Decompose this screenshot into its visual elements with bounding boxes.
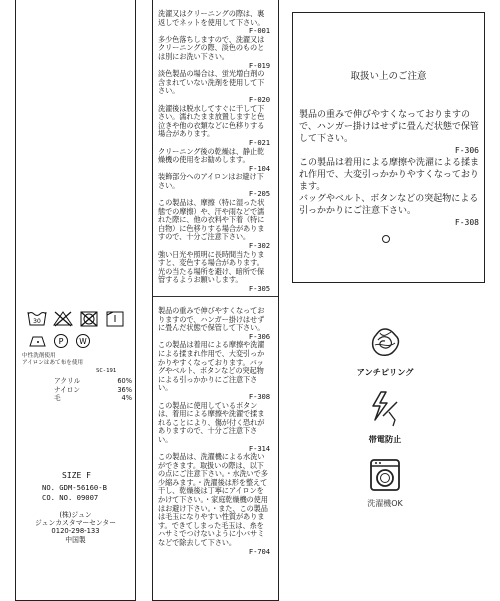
no-tumble-dry-icon bbox=[79, 310, 99, 327]
fiber-row bbox=[54, 386, 132, 395]
instruction-code: F-001 bbox=[248, 26, 270, 36]
svg-text:W: W bbox=[79, 337, 87, 346]
product-no: NO. GDM-56160-B bbox=[42, 483, 107, 492]
antistatic-label: 帯電防止 bbox=[368, 434, 402, 444]
instruction-text: 洗濯後は脱水してすぐに干して下さい。濡れたまま放置しますと色泣きや他の衣類などに色移りする場合があります。 bbox=[158, 103, 265, 139]
instruction-code: F-305 bbox=[248, 284, 270, 293]
instruction-item bbox=[158, 148, 270, 174]
color-no: CO. NO. 09007 bbox=[42, 493, 99, 502]
notice-paragraph: この製品は着用による摩擦や洗濯による揉まれ作用で、大変引っかかりやすくなっております。 bbox=[299, 158, 480, 192]
fiber-composition bbox=[54, 377, 132, 403]
handling-notice-box bbox=[292, 12, 485, 283]
notice-body bbox=[299, 109, 479, 229]
instruction-code: F-306 bbox=[248, 331, 270, 341]
antistatic-feature bbox=[345, 390, 425, 445]
line-dry-shade-icon bbox=[105, 310, 125, 327]
instruction-text: 装飾部分へのアイロンはお避け下さい。 bbox=[158, 172, 264, 190]
instruction-code: F-205 bbox=[248, 189, 270, 199]
instruction-item bbox=[158, 251, 270, 294]
instruction-item bbox=[158, 199, 270, 251]
legend-iron-cloth: アイロンはあて布を使用 bbox=[22, 360, 84, 366]
company-info bbox=[16, 511, 135, 544]
fiber-name: アクリル bbox=[54, 377, 81, 385]
anti-pilling-feature bbox=[345, 325, 425, 378]
wash-30-icon bbox=[27, 310, 47, 327]
care-icons-row-2 bbox=[27, 333, 127, 351]
fiber-percent: 36% bbox=[117, 385, 132, 394]
washing-machine-icon bbox=[368, 458, 402, 492]
instruction-item bbox=[158, 402, 270, 454]
instruction-text: 製品の重みで伸びやすくなっておりますので、ハンガー掛けはせずに畳んだ状態で保管して下さい。 bbox=[158, 306, 265, 333]
instruction-text: 強い日光や照明に長時間当たりますと、変色する場合があります。光の当たる場所を避け、暗所で保管するようお願いします。 bbox=[158, 249, 265, 285]
instruction-code: F-308 bbox=[248, 391, 270, 401]
instructions-column-a bbox=[158, 10, 270, 294]
phone-number: 0120-298-133 bbox=[51, 527, 100, 536]
customer-center: ジュンカスタマーセンター bbox=[34, 519, 117, 528]
no-bleach-icon bbox=[53, 310, 73, 327]
washable-feature bbox=[345, 458, 425, 509]
instruction-text: 淡色製品の場合は、蛍光増白剤の含まれていない洗剤を使用して下さい。 bbox=[158, 69, 265, 96]
wet-clean-w-icon bbox=[75, 333, 91, 349]
instruction-item bbox=[158, 36, 270, 70]
washable-label: 洗濯機OK bbox=[367, 499, 403, 508]
instruction-item bbox=[158, 105, 270, 148]
country-of-origin: 中国製 bbox=[65, 535, 86, 544]
instruction-item bbox=[158, 70, 270, 104]
notice-code: F-308 bbox=[454, 218, 479, 227]
circle-mark bbox=[382, 235, 390, 243]
instructions-column-b bbox=[158, 307, 270, 556]
notice-title: 取扱い上のご注意 bbox=[350, 71, 427, 82]
iron-low-icon bbox=[27, 333, 47, 349]
care-icons-row-1 bbox=[27, 310, 127, 328]
instruction-item bbox=[158, 307, 270, 341]
care-code: SC-191 bbox=[96, 368, 117, 374]
tag-divider bbox=[153, 296, 278, 297]
dry-clean-p-icon bbox=[53, 333, 69, 349]
notice-paragraph: 製品の重みで伸びやすくなっておりますので、ハンガー掛けはせずに畳んだ状態で保管して下さい。 bbox=[299, 110, 479, 144]
anti-pilling-icon bbox=[367, 325, 403, 361]
instruction-item bbox=[158, 10, 270, 36]
lightning-icon bbox=[367, 390, 403, 428]
care-label-tag bbox=[15, 0, 136, 601]
fiber-row bbox=[54, 377, 132, 386]
company-name: (株)ジュン bbox=[59, 511, 92, 519]
size-label: SIZE F bbox=[62, 471, 91, 480]
instruction-text: 多少色落ちしますので、洗濯又はクリーニングの際、淡色のものとは別にお洗い下さい。 bbox=[158, 34, 265, 61]
care-instructions-tag bbox=[152, 0, 279, 601]
notice-code: F-306 bbox=[454, 146, 479, 155]
instruction-text: この製品に使用しているボタンは、着用による摩擦や洗濯で揉まれることにより、傷が付く恐れがありますので、十分ご注意下さい。 bbox=[158, 400, 265, 444]
instruction-code: F-020 bbox=[248, 94, 270, 104]
instruction-text: この製品は、洗濯機による水洗いができます。取扱いの際は、以下の点にご注意下さい。・水洗いで多少縮みます。・洗濯後は形を整えて干し、乾燥後は丁寧にアイロンをかけて下さい。・家庭乾燥機の使用はお避け下さい。・また、この製品は毛玉になりやすい性質があります。できてしまった毛玉は、糸をハサミでつけないように小バサミなどで除去して下さい。 bbox=[158, 452, 268, 548]
notice-paragraph: バッグやベルト、ボタンなどの突起物による引っかかりにご注意下さい。 bbox=[299, 194, 479, 216]
instruction-text: この製品は、摩擦（特に湿った状態での摩擦）や、汗や雨などで濡れた際に、他の衣料や下着（特に白物）に色移りする場合がありますので、十分ご注意下さい。 bbox=[158, 198, 265, 242]
instruction-text: 洗濯又はクリーニングの際は、裏返しでネットを使用して下さい。 bbox=[158, 9, 265, 27]
care-legend bbox=[22, 353, 132, 367]
fiber-row bbox=[54, 394, 132, 403]
fiber-name: ナイロン bbox=[54, 385, 80, 394]
fiber-percent: 60% bbox=[117, 377, 132, 385]
fiber-name: 毛 bbox=[54, 394, 61, 402]
instruction-code: F-314 bbox=[248, 443, 270, 453]
instruction-item bbox=[158, 173, 270, 199]
instruction-item bbox=[158, 341, 270, 401]
instruction-code: F-104 bbox=[248, 163, 270, 173]
instruction-code: F-302 bbox=[248, 241, 270, 251]
fiber-percent: 4% bbox=[121, 394, 132, 402]
svg-text:P: P bbox=[58, 337, 64, 346]
anti-pilling-label: アンチピリング bbox=[356, 367, 414, 377]
instruction-item bbox=[158, 453, 270, 556]
instruction-code: F-019 bbox=[248, 60, 270, 70]
product-numbers bbox=[42, 483, 107, 503]
legend-detergent: 中性洗剤使用 bbox=[22, 353, 56, 359]
svg-text:30: 30 bbox=[33, 318, 41, 325]
instruction-code: F-704 bbox=[248, 546, 270, 556]
instruction-text: この製品は着用による摩擦や洗濯による揉まれ作用で、大変引っかかりやすくなっております。バッグやベルト、ボタンなどの突起物による引っかかりにご注意下さい。 bbox=[158, 340, 265, 393]
instruction-text: クリーニング後の乾燥は、静止乾燥機の使用をお勧めします。 bbox=[158, 146, 265, 165]
instruction-code: F-021 bbox=[248, 137, 270, 147]
